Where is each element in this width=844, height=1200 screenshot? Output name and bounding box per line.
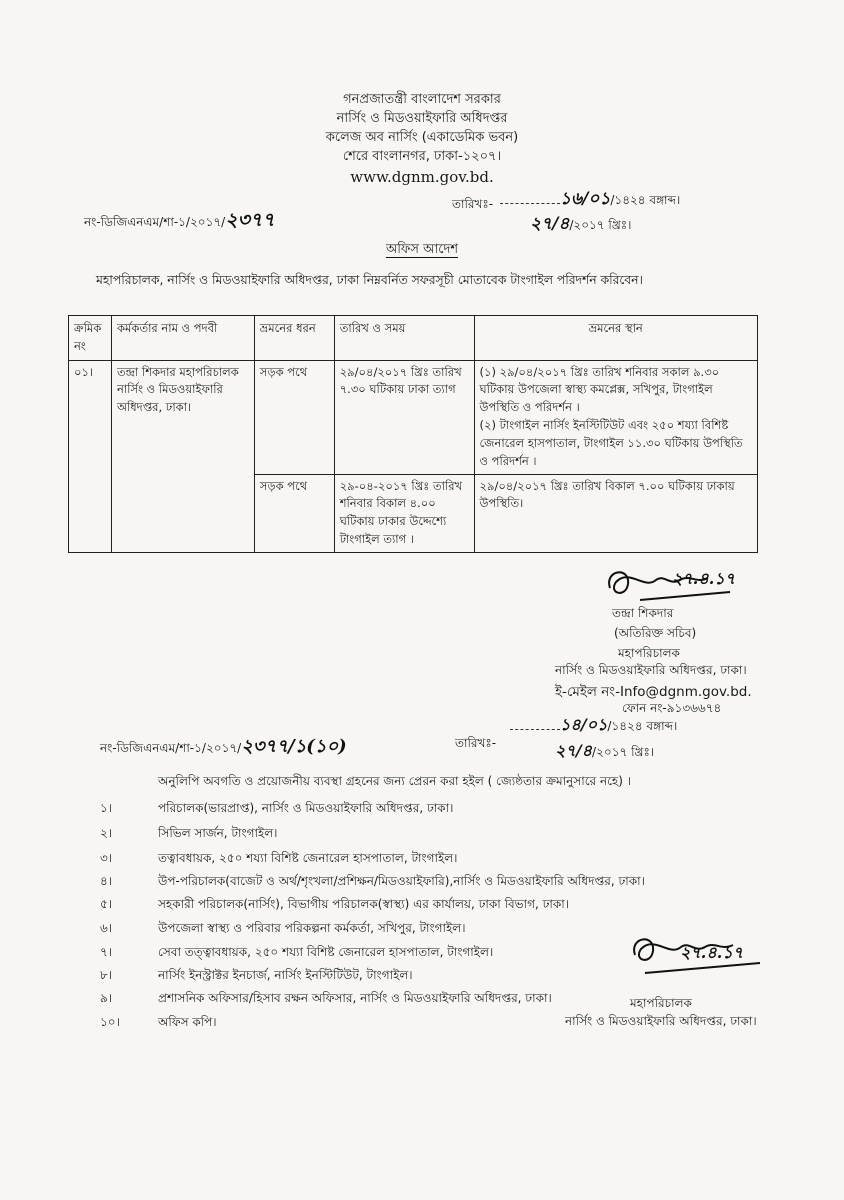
memo1-eng-date-hand: ২৭/৪ [530,214,570,234]
memo1-eng-year: /২০১৭ খ্রিঃ। [569,218,632,232]
header-website: www.dgnm.gov.bd. [350,168,494,186]
signatory-designation: মহাপরিচালক [618,646,680,660]
list-item: ৪। উপ-পরিচালক(বাজেট ও অর্থ/শৃংখলা/প্রশিক্ষন/মিডওয়াইফারি),নার্সিং ও মিডওয়াইফারি অধিদপ্তর, ঢাকা। [100,874,645,888]
memo2-ref-prefix: নং-ডিজিএনএম/শা-১/২০১৭/ [100,741,242,755]
cell-serial: ০১। [69,360,112,552]
memo1-bangla-date-hand: ১৬/০১ [560,189,611,209]
memo1-bangla-year: /১৪২৪ বঙ্গাব্দ। [610,193,681,207]
copy-intro: অনুলিপি অবগতি ও প্রয়োজনীয় ব্যবস্থা গ্রহনের জন্য প্রেরন করা হইল ( জ্যেষ্ঠতার ক্রমানুসারে নহে) । [158,774,632,788]
list-item: ৫। সহকারী পরিচালক(নার্সিং), বিভাগীয় পরিচালক(স্বাস্থ্য) এর কার্যালয়, ঢাকা বিভাগ, ঢাকা। [100,897,570,911]
signatory-phone: ফোন নং-৯১৩৬৬৭৪ [622,701,722,715]
memo2-bangla-date [510,712,710,739]
memo1-english-date [530,211,730,239]
col-header-datetime: তারিখ ও সময় [334,316,474,361]
intro-text: মহাপরিচালক, নার্সিং ও মিডওয়াইফারি অধিদপ্তর, ঢাকা নিম্নবর্নিত সফরসূচী মোতাবেক টাংগাইল পরিদর্শন করিবেন। [96,273,643,287]
signature-2-designation: মহাপরিচালক [630,996,692,1010]
tour-schedule-table [68,315,758,553]
list-item: ১০। অফিস কপি। [100,1015,217,1029]
memo1-ref-handwritten: ২৩৭৭ [225,209,275,231]
table-header-row [69,316,758,361]
signatory-email: ই-মেইল নং-Info@dgnm.gov.bd. [555,684,752,700]
place-item-1: (১) ২৯/০৪/২০১৭ খ্রিঃ তারিখ শনিবার সকাল ৯.৩০ ঘটিকায় উপজেলা স্বাস্থ্য কমপ্লেক্স, সখিপুর, টাংগাইল উপস্থিতি ও পরিদর্শন । [479,364,720,415]
list-item: ২। সিভিল সার্জন, টাংগাইল। [100,826,278,840]
memo2-reference [100,732,347,763]
signature-2-date: ২৭.৪.১৭ [680,943,744,962]
memo2-bangla-year: /১৪২৪ বঙ্গাব্দ। [607,719,678,733]
list-item: ৮। নার্সিং ইনস্ট্রাক্টর ইনচার্জ, নার্সিং ইনস্টিটিউট, টাংগাইল। [100,968,413,982]
memo2-bangla-date-hand: ১৪/০১ [560,715,608,734]
col-header-officer: কর্মকর্তার নাম ও পদবী [111,316,254,361]
list-item: ৬। উপজেলা স্বাস্থ্য ও পরিবার পরিকল্পনা কর্মকর্তা, সখিপুর, টাংগাইল। [100,921,466,935]
list-item: ৩। তত্বাবধায়ক, ২৫০ শয্যা বিশিষ্ট জেনারেল হাসপাতাল, টাংগাইল। [100,851,458,865]
col-header-serial: ক্রমিক নং [69,316,112,361]
col-header-mode: ভ্রমনের ধরন [254,316,334,361]
memo2-date-label: তারিখঃ- [455,736,497,750]
cell-place-2: ২৯/০৪/২০১৭ খ্রিঃ তারিখ বিকাল ৭.০০ ঘটিকায় ঢাকায় উপস্থিতি। [474,474,757,552]
list-item: ৯। প্রশাসনিক অফিসার/হিসাব রক্ষন অফিসার, নার্সিং ও মিডওয়াইফারি অধিদপ্তর, ঢাকা। [100,991,552,1005]
list-item: ১। পরিচালক(ভারপ্রাপ্ত), নার্সিং ও মিডওয়াইফারি অধিদপ্তর, ঢাকা। [100,801,454,815]
memo2-english-date [555,738,755,765]
memo1-bangla-date [500,186,700,214]
cell-mode-1: সড়ক পথে [254,360,334,474]
place-item-2: (২) টাংগাইল নার্সিং ইনস্টিটিউট এবং ২৫০ শয্যা বিশিষ্ট জেনারেল হাসপাতাল, টাংগাইল ১১.৩০ ঘটিকায় উপস্থিতি ও পরিদর্শন । [479,418,743,468]
memo1-reference [84,206,275,238]
signatory-office: নার্সিং ও মিডওয়াইফারি অধিদপ্তর, ঢাকা। [555,663,747,677]
col-header-place: ভ্রমনের স্থান [474,316,757,361]
signatory-name: তন্দ্রা শিকদার [612,606,674,620]
office-order-title: অফিস আদেশ [385,242,459,257]
signature-2-office: নার্সিং ও মিডওয়াইফারি অধিদপ্তর, ঢাকা। [565,1014,757,1028]
cell-mode-2: সড়ক পথে [254,474,334,552]
memo2-eng-year: /২০১৭ খ্রিঃ। [592,745,655,759]
memo2-ref-handwritten: ২৩৭৭/১(১০) [241,736,347,757]
signature-1-date: ২৭.৪.১৭ [672,569,736,588]
signatory-rank: (অতিরিক্ত সচিব) [614,626,697,640]
list-item: ৭। সেবা তত্ত্বাবধায়ক, ২৫০ শয্যা বিশিষ্ট জেনারেল হাসপাতাল, টাংগাইল। [100,945,494,959]
header-address: শেরে বাংলানগর, ঢাকা-১২০৭। [342,149,502,164]
memo1-ref-prefix: নং-ডিজিএনএম/শা-১/২০১৭/ [84,215,226,229]
header-college: কলেজ অব নার্সিং (একাডেমিক ভবন) [325,130,519,145]
cell-officer: তন্দ্রা শিকদার মহাপরিচালক নার্সিং ও মিডওয়াইফারি অধিদপ্তর, ঢাকা। [111,360,254,552]
memo1-date-label: তারিখঃ- [452,197,494,211]
memo2-eng-date-hand: ২৭/৪ [555,741,593,760]
cell-datetime-2: ২৯-০৪-২০১৭ খ্রিঃ তারিখ শনিবার বিকাল ৪.০০ ঘটিকায় ঢাকার উদ্দেশ্যে টাংগাইল ত্যাগ । [334,474,474,552]
cell-place-1 [474,360,757,474]
header-department: নার্সিং ও মিডওয়াইফারি অধিদপ্তর [336,111,508,126]
cell-datetime-1: ২৯/০৪/২০১৭ খ্রিঃ তারিখ ৭.৩০ ঘটিকায় ঢাকা ত্যাগ [334,360,474,474]
table-row [69,360,758,474]
header-government: গনপ্রজাতন্ত্রী বাংলাদেশ সরকার [343,92,501,107]
